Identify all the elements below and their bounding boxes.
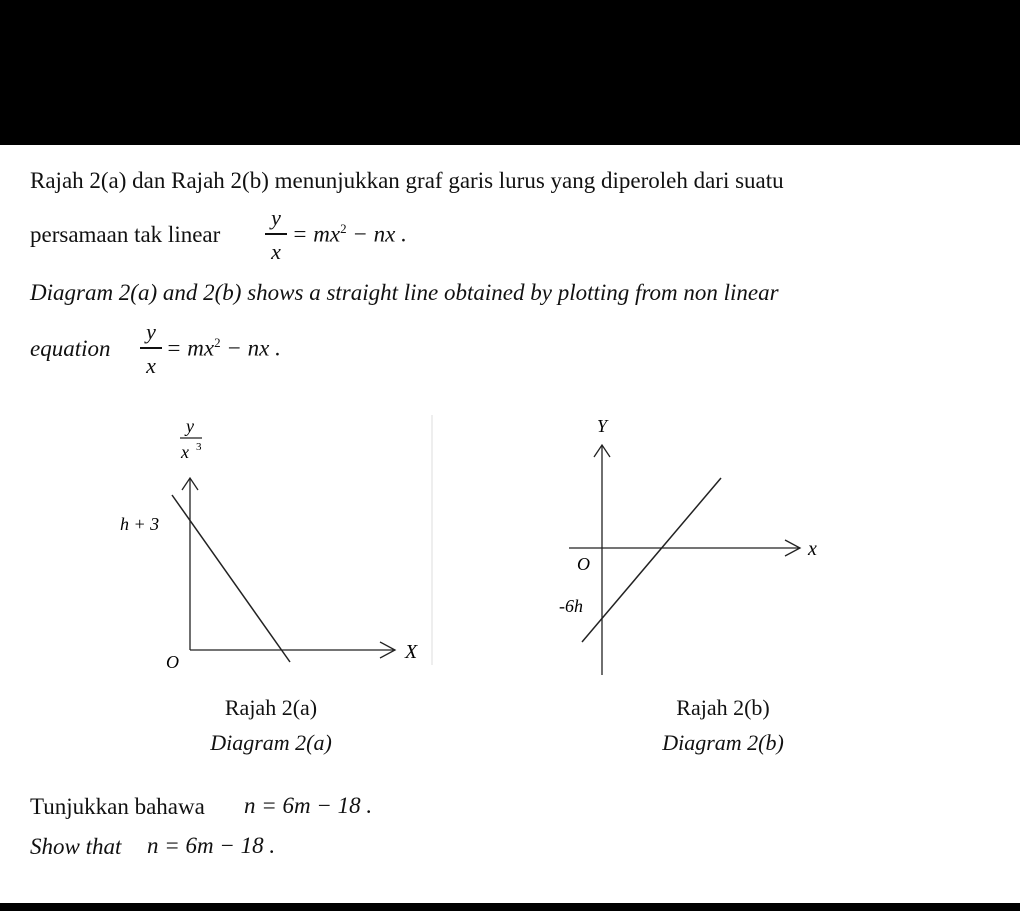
origin-label-2a: O	[166, 652, 179, 672]
y-label-numerator: y	[186, 416, 194, 436]
caption-en-2b: Diagram 2(b)	[662, 730, 784, 755]
equation-rhs-ms: = $mx^2$ − nx .	[292, 221, 407, 247]
graph-line-2b	[582, 478, 721, 642]
question-text-ms-line2: persamaan tak linear	[30, 222, 221, 247]
origin-label-2b: O	[577, 554, 590, 574]
fraction-bar	[265, 233, 287, 235]
fraction-numerator: y	[146, 319, 156, 344]
fraction-numerator: y	[271, 205, 281, 230]
diagram-2a	[110, 410, 450, 680]
fraction-bar	[140, 347, 162, 349]
equation-fraction-ms	[265, 205, 287, 265]
y-label-exponent: 3	[196, 441, 202, 453]
question-text-en-line1: Diagram 2(a) and 2(b) shows a straight line obtained by plotting from non linear	[30, 280, 779, 305]
caption-ms-2a: Rajah 2(a)	[224, 695, 318, 720]
caption-ms-2b: Rajah 2(b)	[676, 695, 770, 720]
equation-fraction-en	[140, 319, 162, 379]
question-text-ms-line1: Rajah 2(a) dan Rajah 2(b) menunjukkan graf garis lurus yang diperoleh dari suatu	[30, 168, 784, 193]
x-axis-label-2b: x	[808, 538, 817, 560]
fraction-denominator: x	[146, 353, 156, 378]
equation-rhs-en: = $mx^2$ − nx .	[166, 335, 281, 361]
task-expression-ms: n = 6m − 18 .	[244, 793, 373, 818]
task-text-en: Show that	[30, 834, 122, 859]
y-label-denominator: x	[181, 442, 189, 462]
task-text-ms: Tunjukkan bahawa	[30, 794, 205, 819]
fraction-denominator: x	[271, 239, 281, 264]
intercept-label-2a: h + 3	[120, 514, 160, 534]
x-axis-label-2a: X	[405, 641, 418, 663]
question-page	[0, 145, 1020, 903]
intercept-label-2b: -6h	[559, 596, 583, 616]
task-expression-en: n = 6m − 18 .	[147, 833, 276, 858]
diagram-2b	[545, 410, 845, 685]
y-axis-label-2b: Y	[596, 416, 608, 436]
caption-en-2a: Diagram 2(a)	[210, 730, 332, 755]
question-text-en-line2: equation	[30, 336, 111, 361]
